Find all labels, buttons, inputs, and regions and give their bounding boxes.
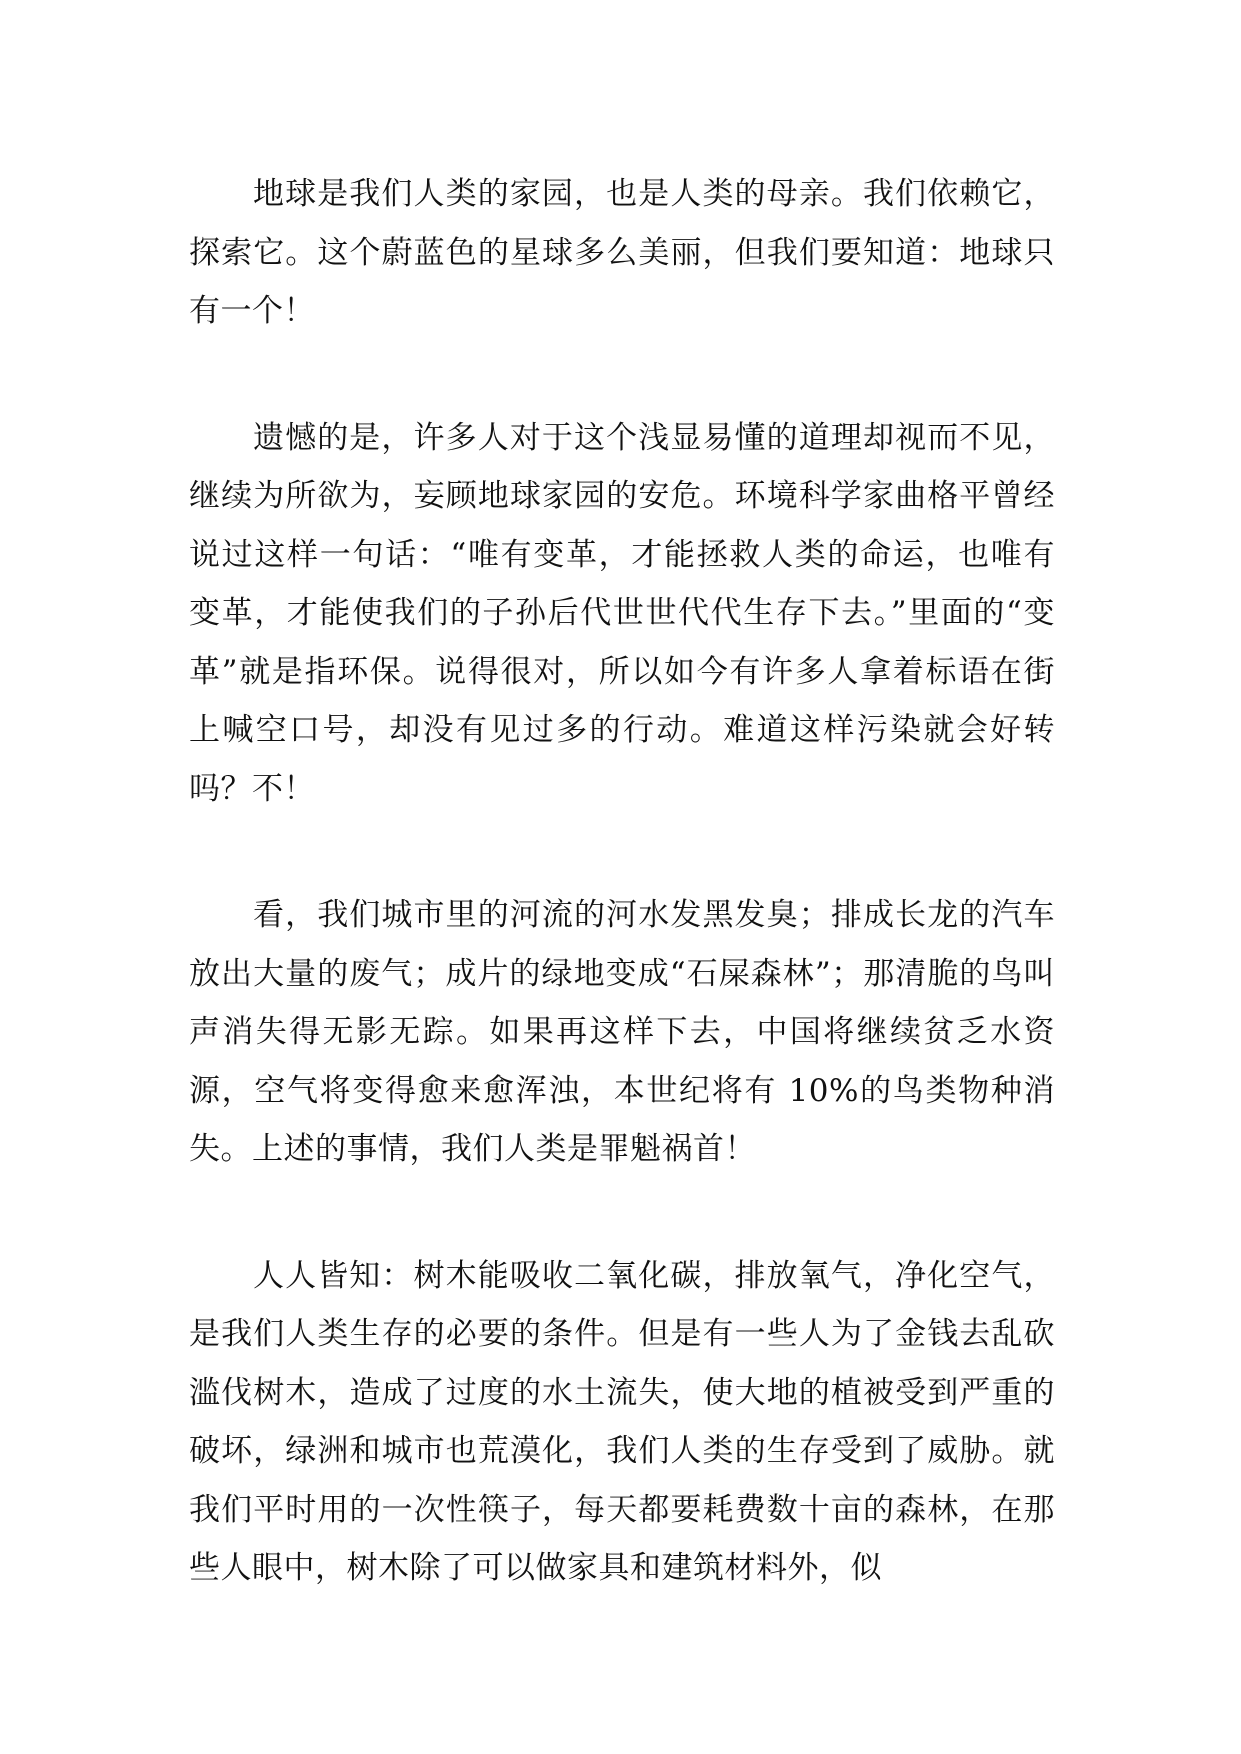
paragraph-3: 看，我们城市里的河流的河水发黑发臭；排成长龙的汽车放出大量的废气；成片的绿地变成“石屎森林”；那清脆的鸟叫声消失得无影无踪。如果再这样下去，中国将继续贫乏水资源，空气将变得愈来愈浑浊，本世纪将有 10%的鸟类物种消失。上述的事情，我们人类是罪魁祸首！ <box>189 897 1055 1167</box>
paragraph-4: 人人皆知：树木能吸收二氧化碳，排放氧气，净化空气，是我们人类生存的必要的条件。但是有一些人为了金钱去乱砍滥伐树木，造成了过度的水土流失，使大地的植被受到严重的破坏，绿洲和城市也荒漠化，我们人类的生存受到了威胁。就我们平时用的一次性筷子，每天都要耗费数十亩的森林，在那些人眼中，树木除了可以做家具和建筑材料外，似 <box>189 1257 1055 1586</box>
paragraph-1: 地球是我们人类的家园，也是人类的母亲。我们依赖它，探索它。这个蔚蓝色的星球多么美丽，但我们要知道：地球只有一个！ <box>189 176 1055 329</box>
document-body <box>189 165 1055 1666</box>
paragraph-2: 遗憾的是，许多人对于这个浅显易懂的道理却视而不见，继续为所欲为，妄顾地球家园的安危。环境科学家曲格平曾经说过这样一句话：“唯有变革，才能拯救人类的命运，也唯有变革，才能使我们的子孙后代世世代代生存下去。”里面的“变革”就是指环保。说得很对，所以如今有许多人拿着标语在街上喊空口号，却没有见过多的行动。难道这样污染就会好转吗？不！ <box>189 419 1055 807</box>
